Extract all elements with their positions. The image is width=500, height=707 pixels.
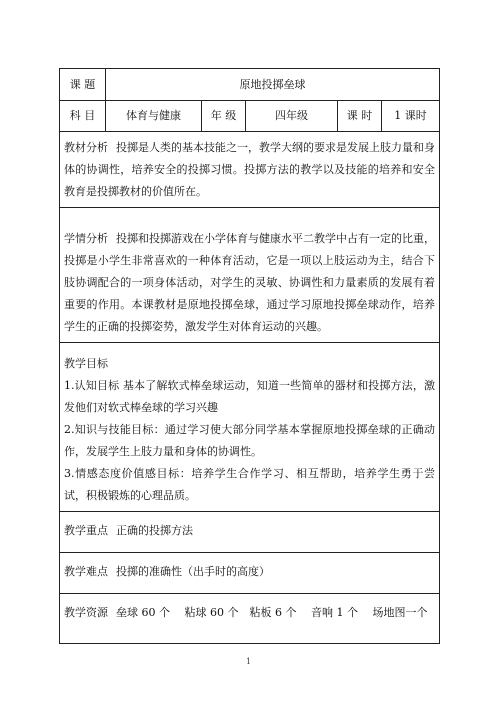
objective-item-1: 1.认知目标 基本了解软式棒垒球运动，知道一些简单的器材和投掷方法，激发他们对软式棒垒球的学习兴趣 <box>64 379 435 414</box>
learner-analysis-cell <box>60 208 440 343</box>
difficulty-row <box>60 553 440 594</box>
learner-analysis-label: 学情分析 <box>64 232 108 245</box>
subject-value: 体育与健康 <box>106 101 202 132</box>
resources-cell <box>60 594 440 644</box>
key-point-label: 教学重点 <box>64 524 108 537</box>
hours-value: 1 课时 <box>382 101 440 132</box>
learner-analysis-text: 投掷和投掷游戏在小学体育与健康水平二教学中占有一定的比重，投掷是小学生非常喜欢的一种体育活动，它是一项以上肢运动为主，结合下肢协调配合的一项身体活动，对学生的灵敏、协调性和力量素质的发展有着重要的作用。本课教材是原地投掷垒球，通过学习原地投掷垒球动作，培养学生的正确的投掷姿势，激发学生对体育运动的兴趣。 <box>64 232 435 333</box>
hours-label: 课 时 <box>338 101 382 132</box>
difficulty-label: 教学难点 <box>64 565 108 578</box>
textbook-analysis-text: 投掷是人类的基本技能之一，教学大纲的要求是发展上肢力量和身体的协调性，培养安全的投掷习惯。投掷方法的教学以及技能的培养和安全教育是投掷教材的价值所在。 <box>64 141 435 198</box>
resources-label: 教学资源 <box>64 606 108 619</box>
grade-value: 四年级 <box>246 101 338 132</box>
grade-label: 年 级 <box>202 101 246 132</box>
textbook-analysis-label: 教材分析 <box>64 141 108 154</box>
textbook-analysis-row <box>60 132 440 208</box>
difficulty-value: 投掷的准确性（出手时的高度） <box>116 565 270 578</box>
lesson-plan-table <box>59 68 440 644</box>
objective-item-2: 2.知识与技能目标：通过学习使大部分同学基本掌握原地投掷垒球的正确动作，发展学生上肢力量和身体的协调性。 <box>64 423 435 458</box>
objectives-row <box>60 343 440 512</box>
objective-item-3: 3.情感态度价值感目标：培养学生合作学习、相互帮助，培养学生勇于尝试，积极锻炼的心理品质。 <box>64 467 435 502</box>
key-point-row <box>60 512 440 553</box>
key-point-cell <box>60 512 440 553</box>
difficulty-cell <box>60 553 440 594</box>
textbook-analysis-cell <box>60 132 440 208</box>
page-number: 1 <box>246 657 252 666</box>
resources-value: 垒球 60 个 粘球 60 个 粘板 6 个 音响 1 个 场地图一个 <box>116 606 428 619</box>
topic-value: 原地投掷垒球 <box>106 69 440 101</box>
topic-row <box>60 69 440 101</box>
objectives-label: 教学目标 <box>64 357 108 370</box>
subject-label: 科 目 <box>60 101 106 132</box>
learner-analysis-row <box>60 208 440 343</box>
topic-label: 课 题 <box>60 69 106 101</box>
objectives-cell <box>60 343 440 512</box>
subject-row <box>60 101 440 132</box>
key-point-value: 正确的投掷方法 <box>116 524 193 537</box>
resources-row <box>60 594 440 644</box>
